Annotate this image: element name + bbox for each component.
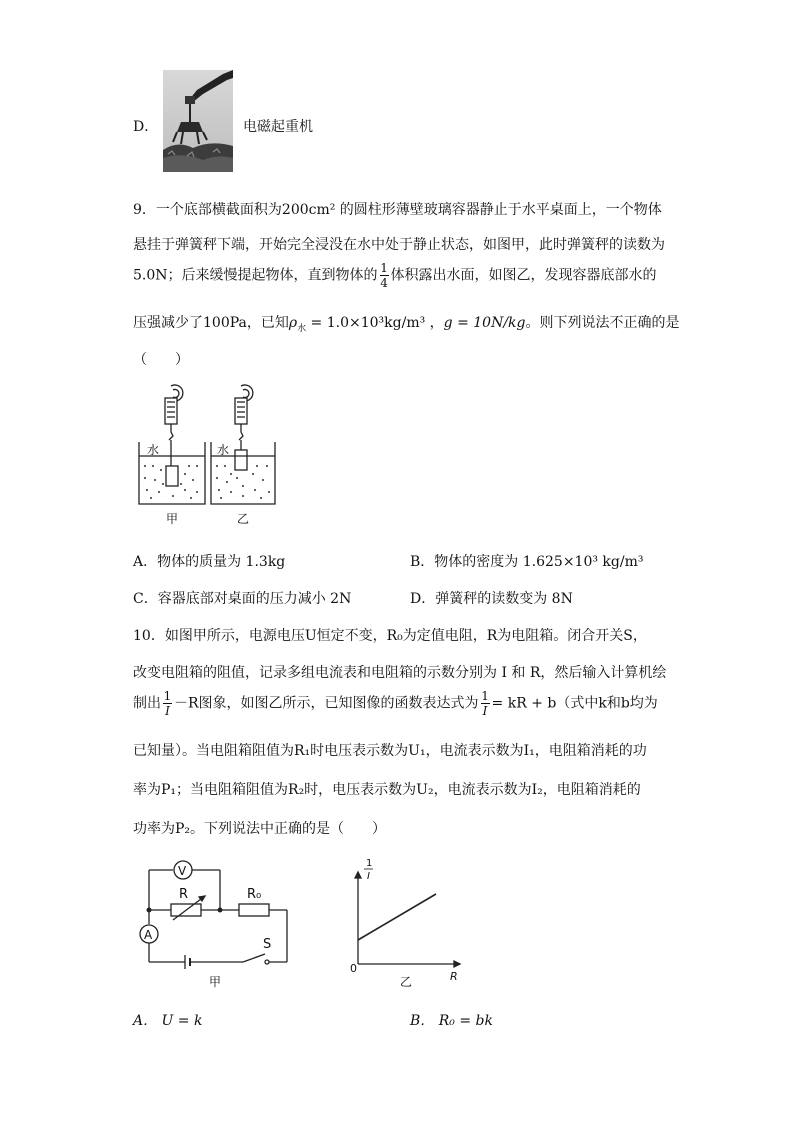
- water-label-yi: 水: [217, 443, 230, 457]
- q9-option-d: D．弹簧秤的读数变为 8N: [410, 591, 573, 607]
- water-label-jia: 水: [147, 443, 160, 457]
- option-d-text: 电磁起重机: [243, 119, 313, 135]
- q9-figure: [133, 380, 283, 530]
- x-axis-label: R: [450, 970, 458, 983]
- origin-label: 0: [350, 962, 357, 975]
- graph-caption: 乙: [400, 975, 413, 989]
- figure-caption-yi: 乙: [237, 512, 250, 526]
- q9-answer-blank: （ ）: [133, 352, 189, 368]
- q10-line4: 已知量）。当电阻箱阻值为R₁时电压表示数为U₁，电流表示数为I₁，电阻箱消耗的功: [133, 743, 647, 759]
- q9-line1: 9．一个底部横截面积为200cm² 的圆柱形薄壁玻璃容器静止于水平桌面上，一个物体: [133, 202, 662, 218]
- q9-option-c: C．容器底部对桌面的压力减小 2N: [133, 591, 352, 607]
- resistor-box-label: R: [179, 887, 189, 902]
- graph-line: [358, 894, 436, 940]
- q10-option-b: B． R₀ = bk: [410, 1013, 493, 1029]
- circuit-caption: 甲: [209, 975, 222, 989]
- fixed-resistor-label: R₀: [247, 887, 262, 902]
- y-axis-num: 1: [366, 858, 373, 869]
- q10-line1: 10．如图甲所示，电源电压U恒定不变，R₀为定值电阻，R为电阻箱。闭合开关S，: [133, 628, 647, 644]
- q9-line2: 悬挂于弹簧秤下端，开始完全浸没在水中处于静止状态，如图甲，此时弹簧秤的读数为: [133, 237, 665, 253]
- y-axis-den: I: [367, 871, 370, 882]
- switch-label: S: [263, 937, 272, 952]
- q9-option-b: B．物体的密度为 1.625×10³ kg/m³: [410, 554, 644, 570]
- q10-fraction-1: $\frac{1}{I}$: [163, 689, 172, 718]
- graph-1-over-i-vs-r: [340, 852, 470, 992]
- q9-line4: 压强减少了100Pa，已知$\rho_水 = 1.0\times 10^3kg/m^3$ ，g = 10N/kg。则下列说法不正确的是: [133, 315, 680, 334]
- q9-option-a: A．物体的质量为 1.3kg: [133, 554, 286, 570]
- q9-line3: 5.0N；后来缓慢提起物体，直到物体的 $\frac{1}{4}$ 体积露出水面，如图乙，发现容器底部水的: [133, 261, 657, 290]
- option-d-letter: D．: [133, 119, 159, 135]
- q10-option-a: A． U = k: [133, 1013, 203, 1029]
- ammeter-label: A: [144, 928, 153, 942]
- figure-caption-jia: 甲: [166, 512, 179, 526]
- q10-fraction-2: $\frac{1}{I}$: [481, 689, 489, 718]
- q9-fraction: $\frac{1}{4}$: [380, 261, 388, 290]
- q10-line5: 率为P₁；当电阻箱阻值为R₂时，电压表示数为U₂，电流表示数为I₂，电阻箱消耗的: [133, 782, 641, 798]
- crane-photo: [163, 70, 233, 172]
- q10-line2: 改变电阻箱的阻值，记录多组电流表和电阻箱的示数分别为 I 和 R，然后输入计算机绘: [133, 665, 667, 681]
- q10-line3: 制出 $\frac{1}{I}$ －R图象，如图乙所示，已知图像的函数表达式为 $\frac{1}{I}$ = kR + b（式中k和b均为: [133, 689, 658, 718]
- voltmeter-label: V: [178, 864, 187, 878]
- circuit-diagram: [133, 852, 293, 992]
- q10-line6: 功率为P₂。下列说法中正确的是（ ）: [133, 821, 387, 837]
